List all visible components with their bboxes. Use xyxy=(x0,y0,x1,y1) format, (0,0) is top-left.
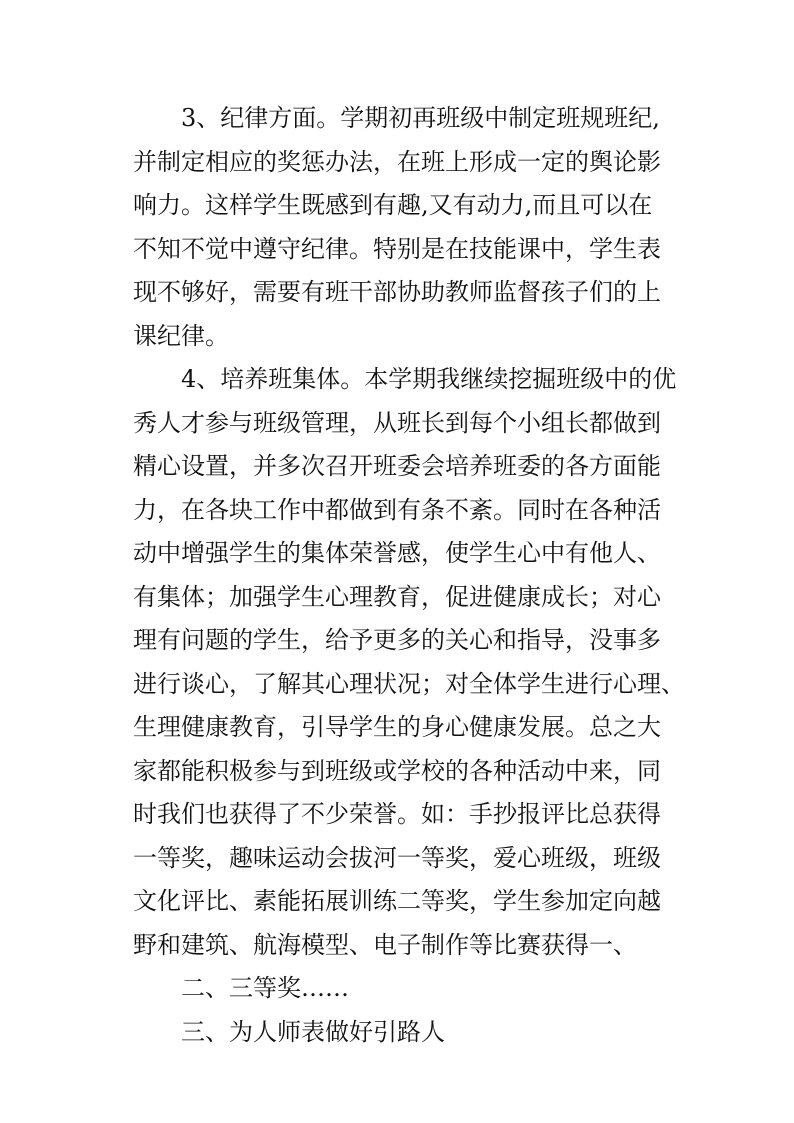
paragraph-4-line-11: 时我们也获得了不少荣誉。如：手抄报评比总获得 xyxy=(133,800,661,828)
paragraph-4-line-1: 4、培养班集体。本学期我继续挖掘班级中的优 xyxy=(181,365,677,393)
paragraph-4-line-2: 秀人才参与班级管理，从班长到每个小组长都做到 xyxy=(133,408,661,437)
section-heading: 三、为人师表做好引路人 xyxy=(181,1017,445,1046)
paragraph-3-line-4: 不知不觉中遵守纪律。特别是在技能课中，学生表 xyxy=(133,234,661,263)
paragraph-5-line-1: 二、三等奖…… xyxy=(181,974,349,1002)
paragraph-4-line-3: 精心设置，并多次召开班委会培养班委的各方面能 xyxy=(133,452,661,480)
paragraph-4-line-12: 一等奖，趣味运动会拔河一等奖，爱心班级，班级 xyxy=(133,843,661,872)
paragraph-3-line-5: 现不够好，需要有班干部协助教师监督孩子们的上 xyxy=(133,278,661,306)
paragraph-4-line-6: 有集体；加强学生心理教育，促进健康成长；对心 xyxy=(133,582,661,611)
paragraph-4-line-4: 力，在各块工作中都做到有条不紊。同时在各种活 xyxy=(133,495,661,524)
paragraph-4-line-10: 家都能积极参与到班级或学校的各种活动中来，同 xyxy=(133,756,661,785)
paragraph-4-line-13: 文化评比、素能拓展训练二等奖，学生参加定向越 xyxy=(133,887,661,915)
paragraph-4-line-5: 动中增强学生的集体荣誉感，使学生心中有他人、 xyxy=(133,539,661,567)
paragraph-3-line-2: 并制定相应的奖惩办法，在班上形成一定的舆论影 xyxy=(133,147,661,176)
paragraph-3-line-1: 3、纪律方面。学期初再班级中制定班规班纪, xyxy=(181,104,660,132)
paragraph-4-line-9: 生理健康教育，引导学生的身心健康发展。总之大 xyxy=(133,713,661,741)
paragraph-4-line-8: 进行谈心，了解其心理状况；对全体学生进行心理、 xyxy=(133,669,685,698)
paragraph-3-line-6: 课纪律。 xyxy=(133,321,229,350)
paragraph-4-line-14: 野和建筑、航海模型、电子制作等比赛获得一、 xyxy=(133,930,637,959)
paragraph-4-line-7: 理有问题的学生，给予更多的关心和指导，没事多 xyxy=(133,626,661,654)
body-text xyxy=(133,97,685,1054)
paragraph-3-line-3: 响力。这样学生既感到有趣,又有动力,而且可以在 xyxy=(133,191,653,219)
